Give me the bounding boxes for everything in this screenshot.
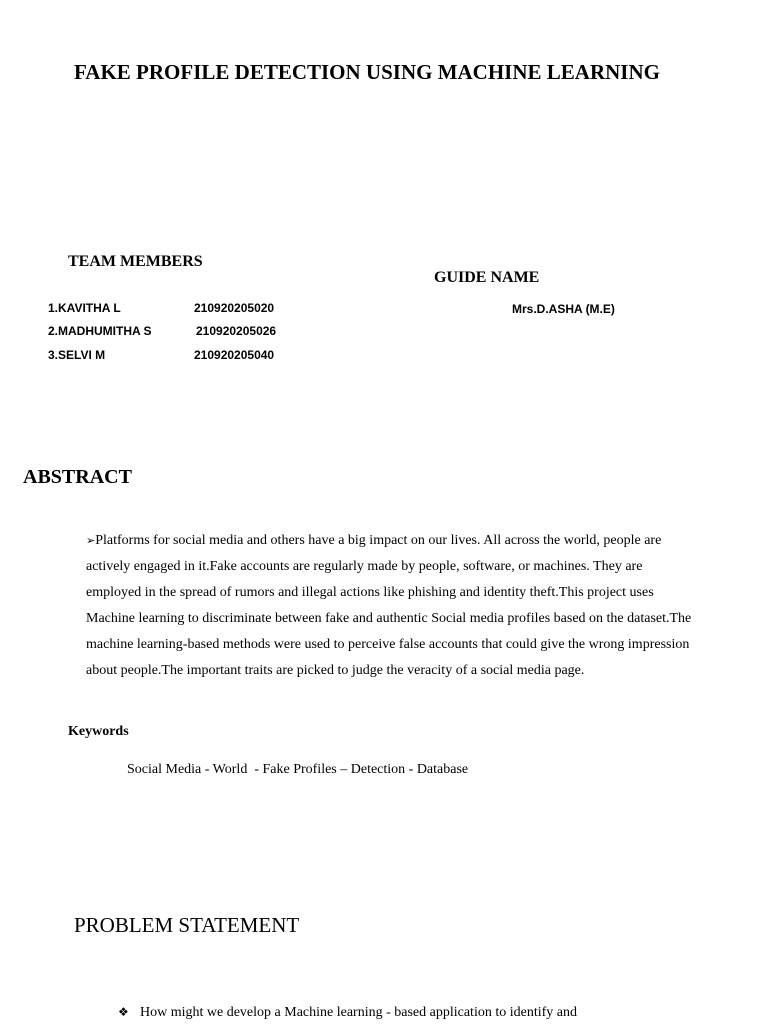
guide-name-heading: GUIDE NAME — [434, 269, 540, 286]
member-id: 210920205040 — [194, 348, 275, 362]
team-member-row — [48, 301, 274, 315]
abstract-heading: ABSTRACT — [23, 466, 132, 488]
guide-name-value: Mrs.D.ASHA (M.E) — [512, 302, 615, 316]
problem-statement-text: How might we develop a Machine learning - based application to identify and — [140, 1005, 577, 1020]
arrowhead-bullet-icon: ➢ — [86, 534, 96, 547]
diamond-bullet-icon: ❖ — [118, 1005, 129, 1019]
team-members-heading: TEAM MEMBERS — [68, 253, 203, 270]
team-member-row — [48, 324, 276, 338]
member-id: 210920205026 — [196, 324, 277, 338]
problem-statement-heading: PROBLEM STATEMENT — [74, 913, 300, 937]
member-name: 2.MADHUMITHA S — [48, 324, 152, 338]
abstract-text: Platforms for social media and others have a big impact on our lives. All across the world, people are actively engaged in it.Fake accounts are regularly made by people, software, or machines. They are employed in the spread of rumors and illegal actions like phishing and identity theft.This project uses Machine learning to discriminate between fake and authentic Social media profiles based on the dataset.The machine learning-based methods were used to perceive false accounts that could give the wrong impression about people.The important traits are picked to judge the veracity of a social media page. — [86, 533, 692, 678]
member-name: 3.SELVI M — [48, 348, 106, 362]
member-name: 1.KAVITHA L — [48, 301, 121, 315]
team-member-row — [48, 348, 274, 362]
abstract-paragraph — [86, 528, 692, 684]
document-title: FAKE PROFILE DETECTION USING MACHINE LEARNING — [74, 60, 660, 84]
member-id: 210920205020 — [194, 301, 275, 315]
problem-statement-item — [118, 1005, 577, 1021]
keywords-text: Social Media - World - Fake Profiles – Detection - Database — [127, 762, 469, 777]
keywords-heading: Keywords — [68, 724, 129, 739]
